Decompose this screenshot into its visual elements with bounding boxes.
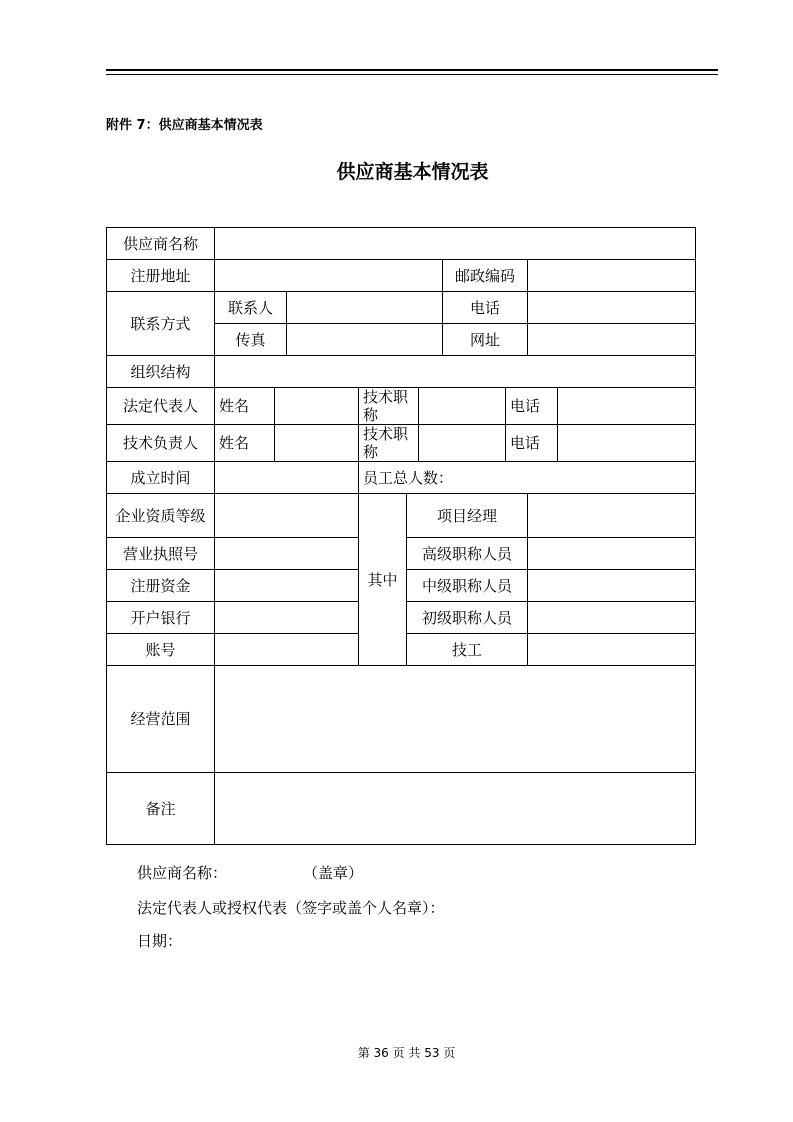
- tech-lead-title-value[interactable]: [419, 425, 506, 462]
- notes-value[interactable]: [215, 773, 696, 845]
- legal-rep-name-label: 姓名: [215, 388, 275, 425]
- business-scope-value[interactable]: [215, 666, 696, 773]
- website-label: 网址: [443, 324, 528, 356]
- bank-label: 开户银行: [107, 602, 215, 634]
- table-row: [107, 773, 696, 845]
- tech-lead-phone-label: 电话: [506, 425, 558, 462]
- tech-lead-phone-value[interactable]: [558, 425, 696, 462]
- table-row: [107, 462, 696, 494]
- legal-rep-title-label: 技术职称: [359, 388, 419, 425]
- technician-value[interactable]: [528, 634, 696, 666]
- table-row: [107, 388, 696, 425]
- table-row: [107, 425, 696, 462]
- registered-address-value[interactable]: [215, 260, 443, 292]
- table-row: [107, 292, 696, 324]
- signature-representative-label: 法定代表人或授权代表（签字或盖个人名章）：: [137, 899, 445, 917]
- organization-value[interactable]: [215, 356, 696, 388]
- junior-staff-value[interactable]: [528, 602, 696, 634]
- among-label: 其中: [359, 494, 407, 666]
- organization-label: 组织结构: [107, 356, 215, 388]
- contact-phone-value[interactable]: [528, 292, 696, 324]
- project-manager-label: 项目经理: [407, 494, 528, 538]
- total-staff-label: 员工总人数：: [359, 462, 696, 494]
- tech-lead-name-label: 姓名: [215, 425, 275, 462]
- registered-capital-label: 注册资金: [107, 570, 215, 602]
- header-rule: [106, 69, 718, 71]
- notes-label: 备注: [107, 773, 215, 845]
- fax-label: 传真: [215, 324, 287, 356]
- business-scope-label: 经营范围: [107, 666, 215, 773]
- business-license-value[interactable]: [215, 538, 359, 570]
- table-row: [107, 356, 696, 388]
- supplier-name-label: 供应商名称: [107, 228, 215, 260]
- account-label: 账号: [107, 634, 215, 666]
- legal-rep-phone-value[interactable]: [558, 388, 696, 425]
- website-value[interactable]: [528, 324, 696, 356]
- senior-staff-value[interactable]: [528, 538, 696, 570]
- legal-rep-name-value[interactable]: [275, 388, 359, 425]
- header-rule-thin: [106, 74, 718, 75]
- postal-code-label: 邮政编码: [443, 260, 528, 292]
- tech-lead-name-value[interactable]: [275, 425, 359, 462]
- qualification-value[interactable]: [215, 494, 359, 538]
- postal-code-value[interactable]: [528, 260, 696, 292]
- attachment-label: 附件 7：供应商基本情况表: [106, 118, 263, 133]
- legal-rep-label: 法定代表人: [107, 388, 215, 425]
- senior-staff-label: 高级职称人员: [407, 538, 528, 570]
- fax-value[interactable]: [287, 324, 443, 356]
- technician-label: 技工: [407, 634, 528, 666]
- page-number: 第 36 页 共 53 页: [357, 1046, 456, 1060]
- contact-method-label: 联系方式: [107, 292, 215, 356]
- table-row: [107, 494, 696, 538]
- table-row: [107, 260, 696, 292]
- page-title: 供应商基本情况表: [336, 161, 489, 183]
- contact-person-label: 联系人: [215, 292, 287, 324]
- project-manager-value[interactable]: [528, 494, 696, 538]
- contact-phone-label: 电话: [443, 292, 528, 324]
- legal-rep-phone-label: 电话: [506, 388, 558, 425]
- account-value[interactable]: [215, 634, 359, 666]
- legal-rep-title-value[interactable]: [419, 388, 506, 425]
- tech-lead-title-label: 技术职称: [359, 425, 419, 462]
- tech-lead-label: 技术负责人: [107, 425, 215, 462]
- business-license-label: 营业执照号: [107, 538, 215, 570]
- junior-staff-label: 初级职称人员: [407, 602, 528, 634]
- mid-staff-value[interactable]: [528, 570, 696, 602]
- signature-date-label: 日期：: [137, 932, 183, 950]
- table-row: [107, 666, 696, 773]
- supplier-name-value[interactable]: [215, 228, 696, 260]
- supplier-info-table: [106, 227, 696, 845]
- mid-staff-label: 中级职称人员: [407, 570, 528, 602]
- registered-capital-value[interactable]: [215, 570, 359, 602]
- table-row: [107, 228, 696, 260]
- signature-seal-label: （盖章）: [303, 864, 364, 882]
- registered-address-label: 注册地址: [107, 260, 215, 292]
- signature-supplier-label: 供应商名称：: [137, 864, 228, 882]
- contact-person-value[interactable]: [287, 292, 443, 324]
- established-value[interactable]: [215, 462, 359, 494]
- qualification-label: 企业资质等级: [107, 494, 215, 538]
- established-label: 成立时间: [107, 462, 215, 494]
- bank-value[interactable]: [215, 602, 359, 634]
